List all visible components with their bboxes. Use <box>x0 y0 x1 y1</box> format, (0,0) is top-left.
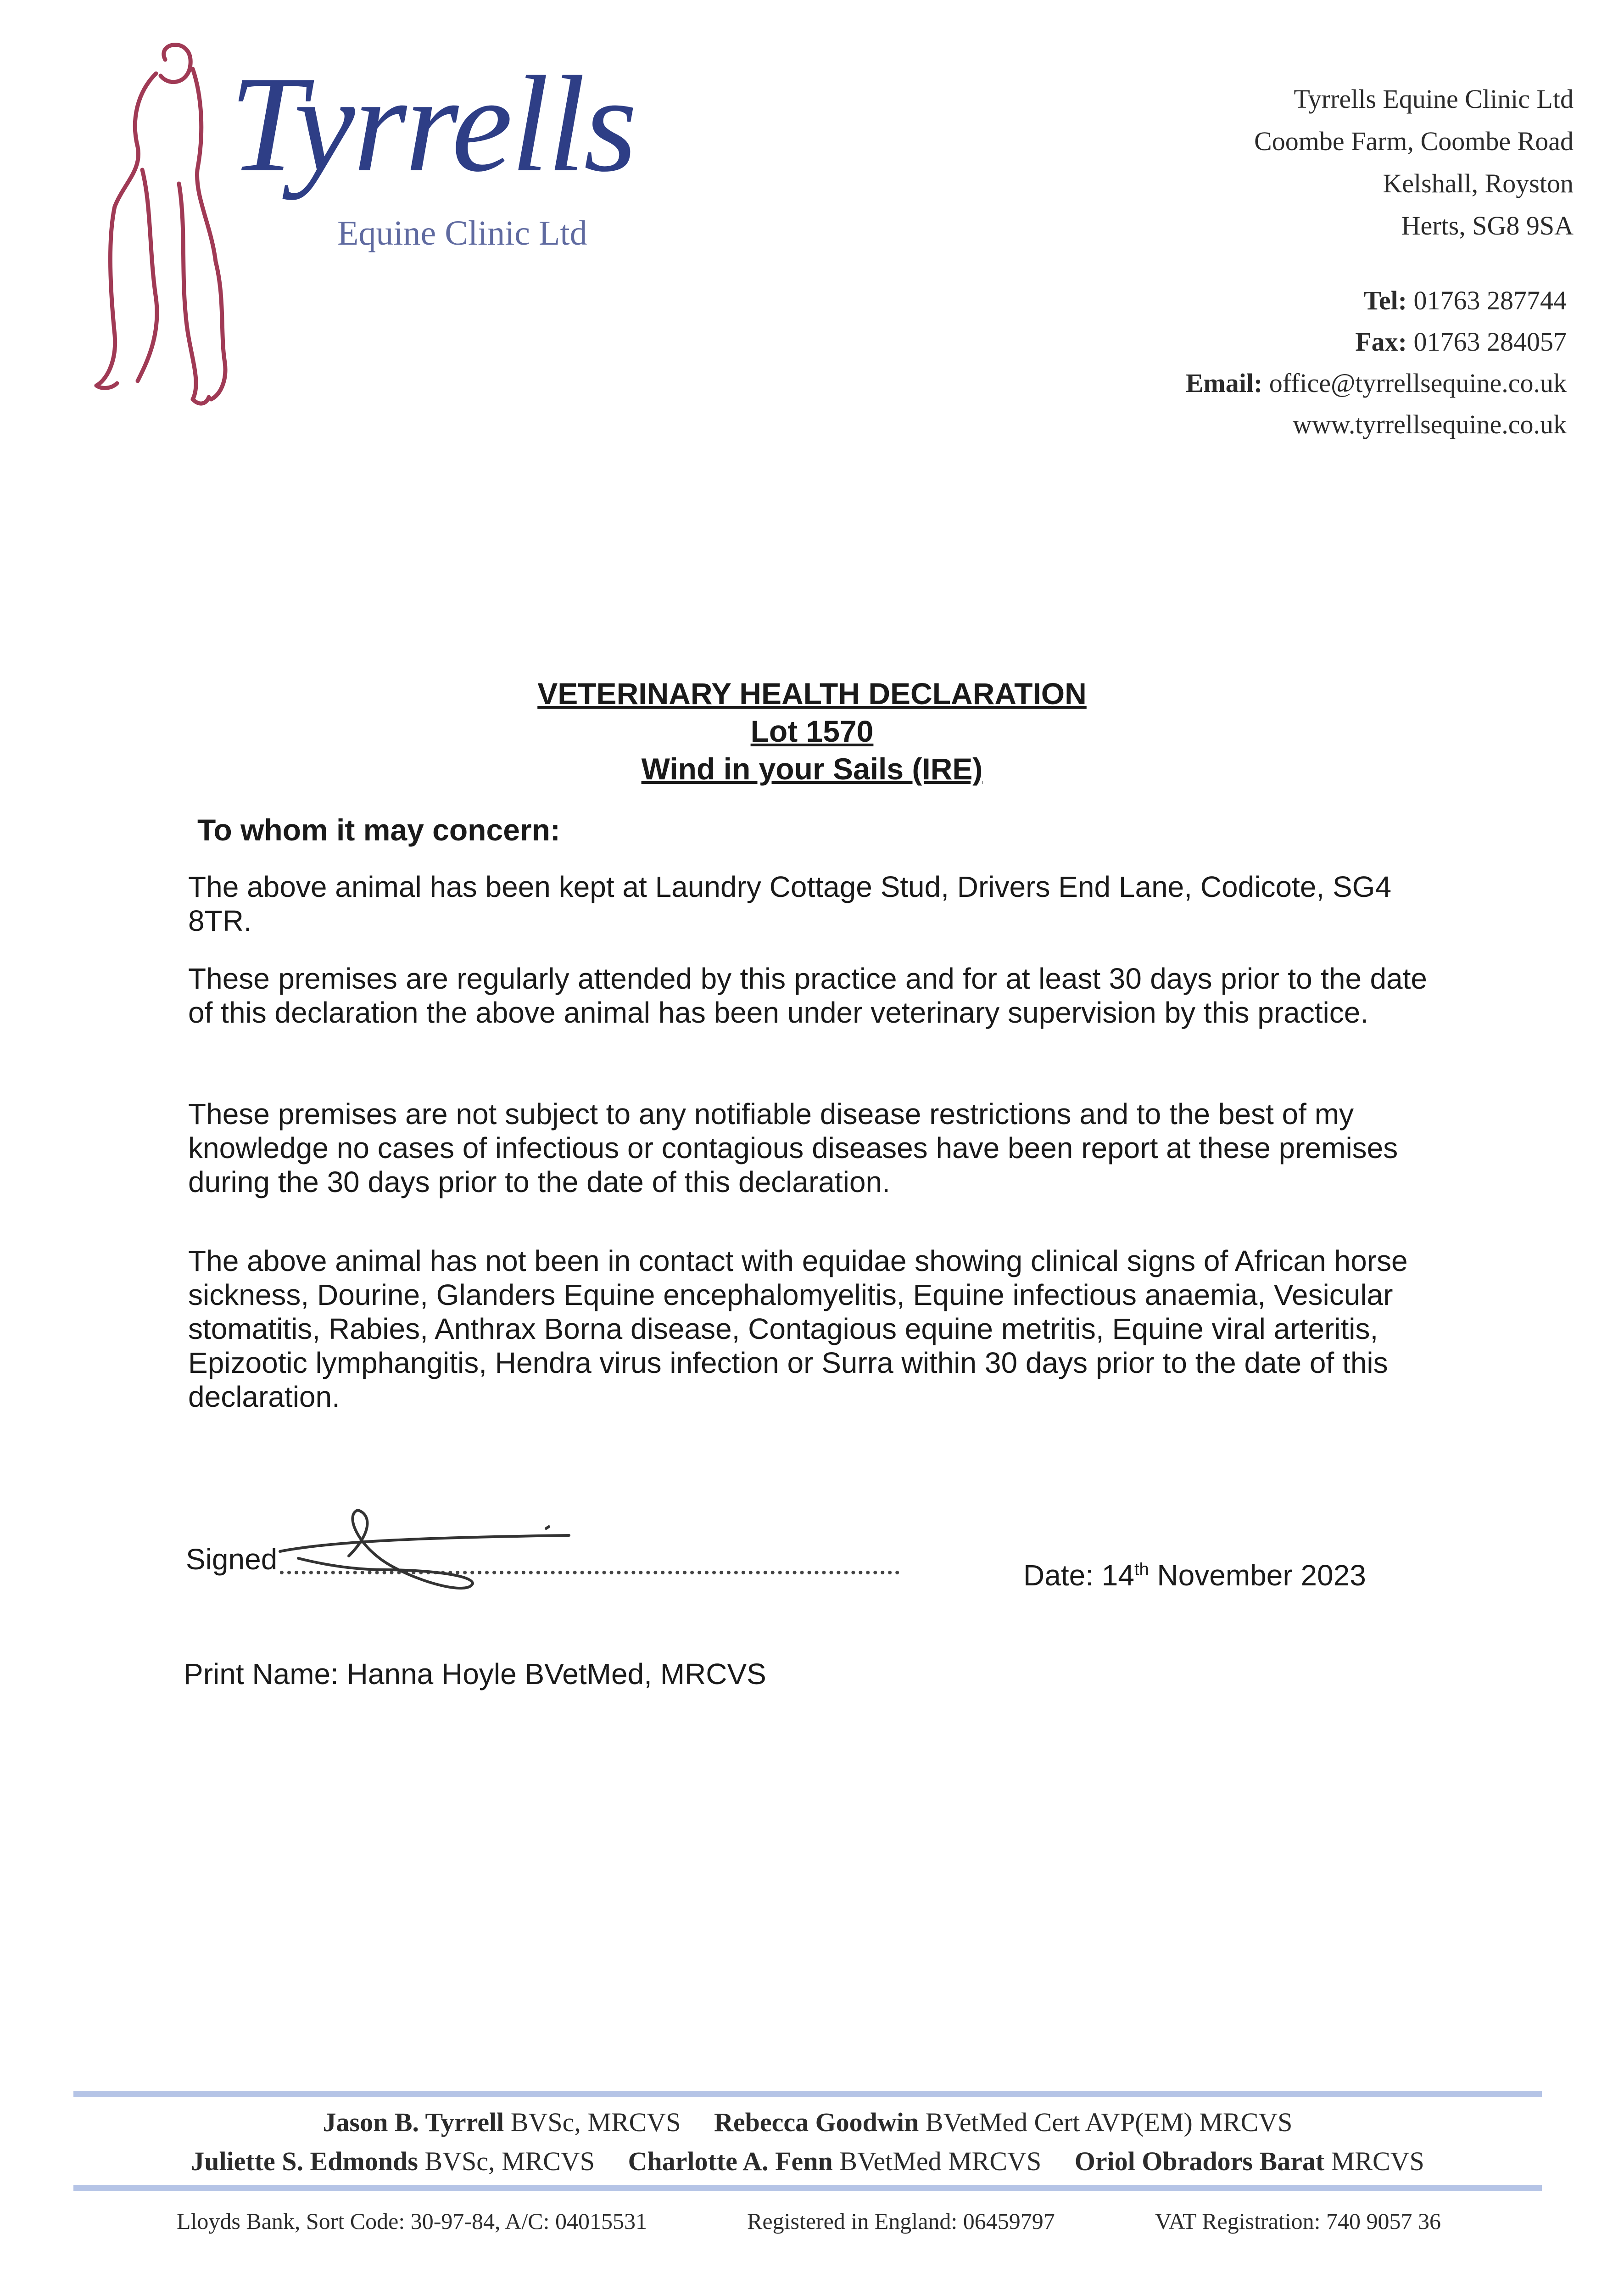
footer-divider <box>73 2091 1542 2097</box>
date-ordinal: th <box>1134 1560 1149 1579</box>
staff-row <box>73 2109 1542 2136</box>
tel-value: 01763 287744 <box>1413 285 1567 315</box>
signature-icon <box>271 1496 619 1611</box>
fax-label: Fax: <box>1355 327 1407 357</box>
signed-label: Signed <box>186 1543 278 1576</box>
date-prefix: Date: 14 <box>1023 1559 1134 1592</box>
tel-label: Tel: <box>1363 285 1407 315</box>
email-line <box>878 363 1567 404</box>
address-line: Kelshall, Royston <box>1383 168 1574 198</box>
declaration-date <box>1023 1558 1366 1592</box>
address-line: Coombe Farm, Coombe Road <box>1254 126 1574 156</box>
paragraph-diseases: The above animal has not been in contact with equidae showing clinical signs of African horse sickness, Dourine, Glanders Equine encephalomyelitis, Equine infectious anaemia, Vesicular stomatitis, Rabies, Anthrax Borna disease, Contagious equine metritis, Equine viral arteritis, Epizootic lymphangitis, Hendra virus infection or Surra within 30 days prior to the date of this declaration. <box>188 1244 1408 1413</box>
brand-subtitle: Equine Clinic Ltd <box>337 214 587 252</box>
bank-details: Lloyds Bank, Sort Code: 30-97-84, A/C: 04015531 <box>177 2208 647 2234</box>
staff-name: Juliette S. Edmonds <box>191 2146 418 2176</box>
paragraph-restrictions: These premises are not subject to any notifiable disease restrictions and to the best of my knowledge no cases of infectious or contagious diseases have been report at these premises during the 30 days prior to the date of this declaration. <box>188 1097 1398 1198</box>
paragraph-premises: The above animal has been kept at Laundry Cottage Stud, Drivers End Lane, Codicote, SG4 8TR. <box>188 870 1392 937</box>
phone-line <box>878 280 1567 321</box>
website-line: www.tyrrellsequine.co.uk <box>1292 409 1567 439</box>
lot-number: Lot 1570 <box>750 714 874 748</box>
fax-value: 01763 284057 <box>1413 327 1567 357</box>
staff-row <box>73 2148 1542 2175</box>
clinic-address <box>931 78 1574 247</box>
staff-name: Rebecca Goodwin <box>714 2107 919 2137</box>
registration-number: Registered in England: 06459797 <box>747 2208 1055 2234</box>
address-line: Tyrrells Equine Clinic Ltd <box>1294 84 1574 114</box>
email-value: office@tyrrellsequine.co.uk <box>1269 368 1567 398</box>
declaration-title-block <box>0 675 1624 788</box>
staff-quals: MRCVS <box>1324 2146 1424 2176</box>
date-rest: November 2023 <box>1149 1559 1366 1592</box>
company-info <box>73 2208 1542 2234</box>
staff-quals: BVSc, MRCVS <box>504 2107 681 2137</box>
staff-quals: BVetMed MRCVS <box>832 2146 1042 2176</box>
staff-name: Oriol Obradors Barat <box>1074 2146 1325 2176</box>
footer-divider <box>73 2185 1542 2191</box>
brand-name: Tyrrells <box>229 48 636 200</box>
address-line: Herts, SG8 9SA <box>1401 211 1574 241</box>
greeting: To whom it may concern: <box>197 813 560 847</box>
fax-line <box>878 321 1567 363</box>
horse-name: Wind in your Sails (IRE) <box>641 752 983 786</box>
email-label: Email: <box>1185 368 1263 398</box>
staff-name: Jason B. Tyrrell <box>323 2107 504 2137</box>
staff-quals: BVSc, MRCVS <box>418 2146 595 2176</box>
staff-name: Charlotte A. Fenn <box>628 2146 833 2176</box>
staff-quals: BVetMed Cert AVP(EM) MRCVS <box>919 2107 1293 2137</box>
vat-number: VAT Registration: 740 9057 36 <box>1155 2208 1441 2234</box>
horse-logo-icon <box>87 32 252 422</box>
clinic-contact <box>878 280 1567 445</box>
paragraph-supervision: These premises are regularly attended by this practice and for at least 30 days prior to the date of this declaration the above animal has been under veterinary supervision by this practice. <box>188 962 1427 1029</box>
print-name: Print Name: Hanna Hoyle BVetMed, MRCVS <box>184 1657 766 1690</box>
declaration-title: VETERINARY HEALTH DECLARATION <box>537 677 1087 711</box>
